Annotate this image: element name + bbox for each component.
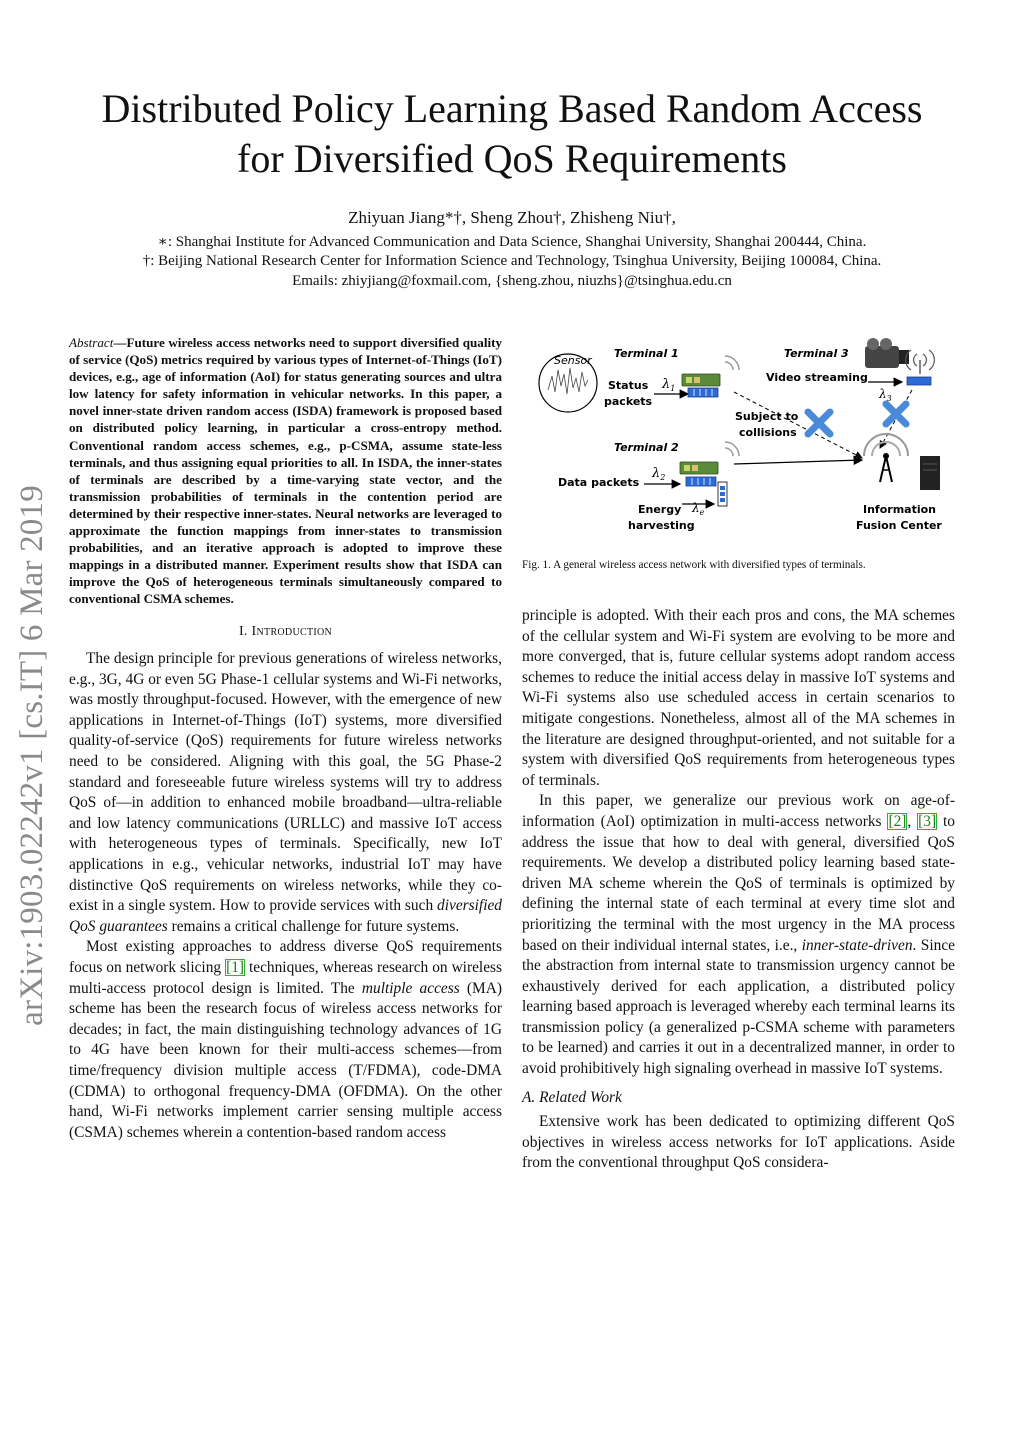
sensor-node bbox=[539, 354, 597, 412]
right-p2-separator: , bbox=[907, 812, 918, 830]
figure-caption: Fig. 1. A general wireless access network with diversified types of terminals. bbox=[522, 559, 866, 571]
right-p2-text-a: In this paper, we generalize our previous work on age-of-information (AoI) optimization in multi-access networks bbox=[522, 792, 955, 830]
section-heading-introduction bbox=[69, 622, 502, 643]
right-p2-text-b: to address the issue that how to deal with general, diversified QoS requirements. We develop a distributed policy learning based state-driven MA scheme wherein the QoS of terminals is optimized by defining the internal state of each terminal at every time slot and prioritizing the terminal with the most urgency in the MA process based on their individual internal states, i.e., bbox=[522, 812, 955, 954]
terminal-3-battery bbox=[907, 377, 931, 385]
intro-p1-emphasis: diversified QoS guarantees bbox=[69, 897, 502, 935]
right-paragraph-2 bbox=[522, 791, 955, 1079]
collisions-label-2: collisions bbox=[739, 426, 797, 439]
author-list: Zhiyuan Jiang*†, Sheng Zhou†, Zhisheng Niu†, bbox=[348, 208, 676, 227]
section-numeral: I. bbox=[238, 623, 248, 639]
lambda-e: $\lambda_e$ bbox=[692, 501, 705, 517]
intro-p2-text-c: (MA) scheme has been the research focus of wireless access networks for decades; in fact, the main distinguishing technology advances of 1G to 4G have been known for their multi-access schemes—from time/frequency division multiple access (T/FDMA), code-DMA (CDMA) to orthogonal frequency-DMA (OFDMA). On the other hand, Wi-Fi networks implement carrier sensing multiple access (CSMA) schemes wherein a contention-based random access bbox=[69, 979, 502, 1141]
intro-p1-end: remains a critical challenge for future systems. bbox=[167, 917, 460, 935]
right-column bbox=[522, 334, 955, 1174]
video-label: Video streaming bbox=[766, 371, 868, 384]
terminal-3-label: Terminal 3 bbox=[784, 347, 849, 360]
terminal-2-device-icon bbox=[680, 462, 718, 486]
arxiv-stamp bbox=[8, 470, 56, 1040]
paper-title bbox=[60, 84, 964, 184]
collision-x-icon-1 bbox=[808, 412, 830, 434]
status-label-2: packets bbox=[604, 395, 653, 408]
arxiv-id: arXiv:1903.02242v1 [cs.IT] 6 Mar 2019 bbox=[13, 484, 50, 1026]
author-emails: Emails: zhiyjiang@foxmail.com, {sheng.zhou, niuzhs}@tsinghua.edu.cn bbox=[292, 273, 732, 289]
intro-p2-text-b: techniques, whereas research on wireless multi-access protocol design is limited. The bbox=[69, 959, 503, 997]
right-paragraph-3: Extensive work has been dedicated to optimizing different QoS objectives in wireless access networks for IoT applications. Aside from the conventional throughput QoS considera- bbox=[522, 1113, 955, 1172]
video-camera-icon bbox=[865, 338, 909, 368]
network-diagram bbox=[522, 334, 955, 544]
intro-paragraph-1 bbox=[69, 649, 502, 937]
affiliation-shanghai: ∗: Shanghai Institute for Advanced Communication and Data Science, Shanghai University, Shanghai 200444, China. bbox=[157, 234, 867, 250]
energy-label-2: harvesting bbox=[628, 519, 695, 532]
energy-label-1: Energy bbox=[638, 503, 682, 516]
intro-p2-emphasis: multiple access bbox=[361, 979, 460, 997]
data-packets-label: Data packets bbox=[558, 476, 640, 489]
status-label-1: Status bbox=[608, 379, 649, 392]
terminal-1-wifi-icon bbox=[725, 356, 739, 370]
right-p2-text-c: . Since the abstraction from internal state to transmission urgency cannot be exhaustively derived for each application, a distributed policy learning based approach is leveraged whereby each terminal learns its transmission policy (a generalized p-CSMA scheme with parameters to be learned) and carries it out in a decentralized manner, in order to avoid prohibitively high signaling overhead in massive IoT systems. bbox=[522, 936, 955, 1078]
intro-paragraph-2 bbox=[69, 937, 502, 1143]
terminal-1-label: Terminal 1 bbox=[614, 347, 679, 360]
energy-battery-icon bbox=[718, 482, 727, 506]
fusion-label-2: Fusion Center bbox=[856, 519, 942, 532]
lambda-3: $\lambda_3$ bbox=[879, 387, 892, 403]
abstract-label: Abstract bbox=[69, 335, 114, 350]
sensor-label: Sensor bbox=[554, 354, 592, 367]
affiliation-tsinghua: †: Beijing National Research Center for Information Science and Technology, Tsinghua University, Beijing 100084, China. bbox=[142, 253, 882, 269]
title-line-2: for Diversified QoS Requirements bbox=[237, 136, 787, 181]
title-line-1: Distributed Policy Learning Based Random Access bbox=[101, 86, 923, 131]
lambda-1: $\lambda_1$ bbox=[662, 377, 676, 393]
terminal-1-device-icon bbox=[682, 374, 720, 397]
citation-link-2[interactable]: [2] bbox=[888, 812, 907, 830]
right-p2-emphasis: inner-state-driven bbox=[801, 936, 913, 954]
base-station-icon bbox=[864, 434, 908, 482]
abstract-text: —Future wireless access networks need to support diversified quality of service (QoS) metrics required by various types of Internet-of-Things (IoT) devices, e.g., age of information (AoI) for status generating sources and ultra low latency for safety information in vehicular networks. In this paper, a novel inner-state driven random access (ISDA) framework is proposed based on distributed policy learning, in particular a cross-entropy method. Conventional random access schemes, e.g., p-CSMA, assume state-less terminals, and thus assigning equal priorities to all. In ISDA, the inner-states of terminals are described by a time-varying state vector, and the transmission probabilities of terminals in the contention period are determined by their respective inner-states. Neural networks are leveraged to approximate the function mappings from inner-states to transmission probabilities, and an iterative approach is adopted to improve these mappings in a distributed manner. Experiment results show that ISDA can improve the QoS of heterogeneous terminals simultaneously compared to conventional CSMA schemes. bbox=[69, 335, 503, 607]
abstract bbox=[69, 334, 502, 608]
right-column-text bbox=[522, 606, 955, 1174]
terminal-2-label: Terminal 2 bbox=[614, 441, 679, 454]
server-icon bbox=[920, 456, 940, 490]
collisions-label-1: Subject to bbox=[735, 410, 799, 423]
terminal-2-wifi-icon bbox=[725, 442, 739, 456]
intro-p2-text-a: Most existing approaches to address diverse QoS requirements focus on network slicing bbox=[69, 938, 502, 976]
section-title: Introduction bbox=[251, 623, 333, 639]
collision-x-icon-2 bbox=[886, 404, 906, 424]
figure-1 bbox=[522, 334, 955, 544]
fusion-label-1: Information bbox=[863, 503, 936, 516]
right-paragraph-1: principle is adopted. With their each pros and cons, the MA schemes of the cellular system and Wi-Fi system are evolving to be more and more converged, that is, future cellular systems adopt random access schemes to reduce the initial access delay in massive IoT systems and Wi-Fi systems also use scheduled access in certain scenarios to mitigate congestions. Nonetheless, almost all of the MA schemes in the literature are designed throughput-oriented, and not suitable for a system with diversified QoS requirements from heterogeneous types of terminals. bbox=[522, 607, 955, 789]
citation-link-3[interactable]: [3] bbox=[918, 812, 937, 830]
citation-link-1[interactable]: [1] bbox=[226, 959, 245, 976]
intro-p1-text: The design principle for previous generations of wireless networks, e.g., 3G, 4G or even 5G Phase-1 cellular systems and Wi-Fi networks, was mostly throughput-focused. However, with the emergence of new applications in Internet-of-Things (IoT) systems, more diversified quality-of-service (QoS) requirements for future wireless networks need to be considered. Aligning with this goal, the 5G Phase-2 standard and foreseeable future wireless systems will try to address QoS of—in addition to enhanced mobile broadband—ultra-reliable and low latency communications (URLLC) and massive IoT access with heterogeneous types of terminals. Specifically, new IoT applications in e.g., vehicular networks, industrial IoT may have distinctive QoS requirements on wireless networks, while they co-exist in a single system. How to provide services with such bbox=[69, 650, 502, 915]
subsection-heading-related-work: A. Related Work bbox=[522, 1088, 622, 1106]
left-column bbox=[69, 334, 502, 1143]
lambda-2: $\lambda_2$ bbox=[652, 466, 666, 482]
